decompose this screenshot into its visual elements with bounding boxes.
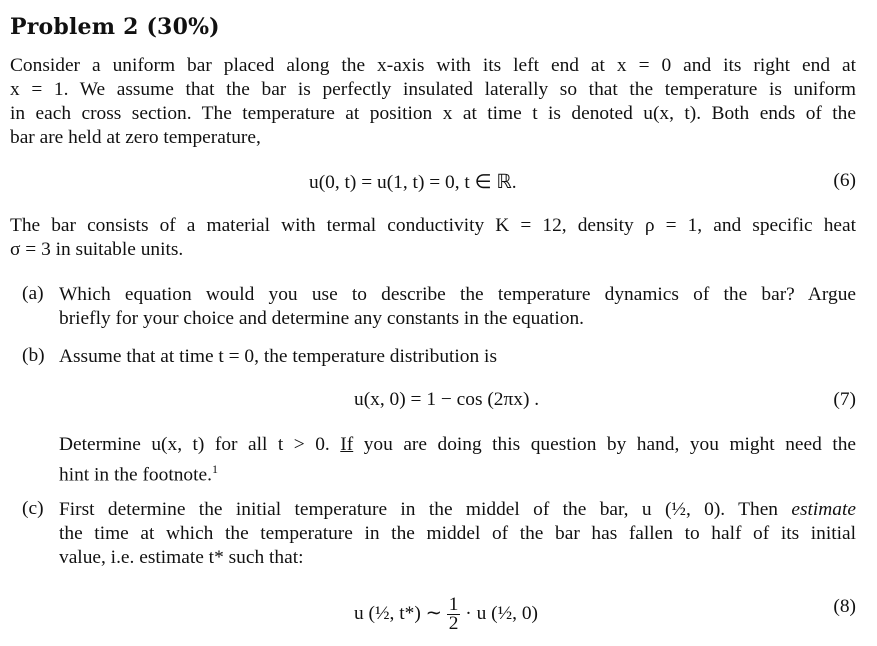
- problem-title: Problem 2 (30%): [10, 14, 220, 40]
- equation-6-number: (6): [833, 170, 856, 191]
- equation-8-denominator: 2: [448, 613, 459, 634]
- part-b-followup-line-1: [59, 433, 856, 457]
- equation-8-number: (8): [833, 596, 856, 617]
- equation-8-numerator: 1: [448, 594, 459, 615]
- part-c-line-1: [59, 498, 856, 522]
- part-b-by-hand-text: you are doing this question by hand, you might need the: [353, 434, 857, 455]
- equation-8-expression: [354, 596, 538, 633]
- part-c-line-3: value, i.e. estimate t* such that:: [59, 547, 304, 568]
- part-c-line-1-text: First determine the initial temperature in the middel of the bar, u (½, 0). Then: [59, 499, 792, 520]
- equation-7-number: (7): [833, 389, 856, 410]
- equation-8-fraction: [447, 596, 461, 633]
- part-a-label: (a): [22, 283, 44, 304]
- intro-paragraph: [10, 54, 856, 150]
- part-c-label: (c): [22, 498, 44, 519]
- part-b-hint-text: hint in the footnote.: [59, 464, 212, 486]
- intro-line-3: in each cross section. The temperature at position x at time t is denoted u(x, t). Both ends of the: [10, 103, 856, 124]
- equation-8-lhs: u (½, t*) ∼: [354, 602, 442, 624]
- part-a-line-1: Which equation would you use to describe the temperature dynamics of the bar? Argue: [59, 284, 856, 305]
- part-b-if-underlined: If: [340, 434, 354, 455]
- equation-8-rhs: · u (½, 0): [465, 602, 538, 624]
- part-a-line-2: briefly for your choice and determine any constants in the equation.: [59, 308, 584, 329]
- equation-6: [0, 170, 856, 196]
- part-c-line-2: the time at which the temperature in the middel of the bar has fallen to half of its initial: [59, 523, 856, 544]
- material-paragraph: [10, 214, 856, 262]
- intro-line-4: bar are held at zero temperature,: [10, 127, 261, 148]
- part-b-intro: [59, 345, 856, 369]
- part-c-estimate-emphasis: estimate: [791, 499, 856, 520]
- part-b-intro-line: Assume that at time t = 0, the temperature distribution is: [59, 346, 497, 367]
- equation-8: [0, 592, 856, 636]
- part-b-label: (b): [22, 345, 45, 366]
- footnote-marker: 1: [211, 462, 218, 476]
- equation-7: [0, 389, 856, 415]
- intro-line-1: Consider a uniform bar placed along the x-axis with its left end at x = 0 and its right end at: [10, 55, 856, 76]
- part-a-text: [59, 283, 856, 331]
- intro-line-2: x = 1. We assume that the bar is perfectly insulated laterally so that the temperature is uniform: [10, 79, 856, 100]
- material-line-1: The bar consists of a material with termal conductivity K = 12, density ρ = 1, and specific heat: [10, 215, 856, 236]
- material-line-2: σ = 3 in suitable units.: [10, 239, 184, 260]
- part-b-followup-line-2: [59, 457, 856, 487]
- part-c-text: [59, 498, 856, 570]
- part-b-followup: [59, 433, 856, 487]
- equation-7-expression: u(x, 0) = 1 − cos (2πx) .: [354, 389, 540, 410]
- part-b-determine-text: Determine u(x, t) for all t > 0.: [59, 434, 341, 455]
- equation-6-expression: u(0, t) = u(1, t) = 0, t ∈ ℝ.: [309, 172, 517, 193]
